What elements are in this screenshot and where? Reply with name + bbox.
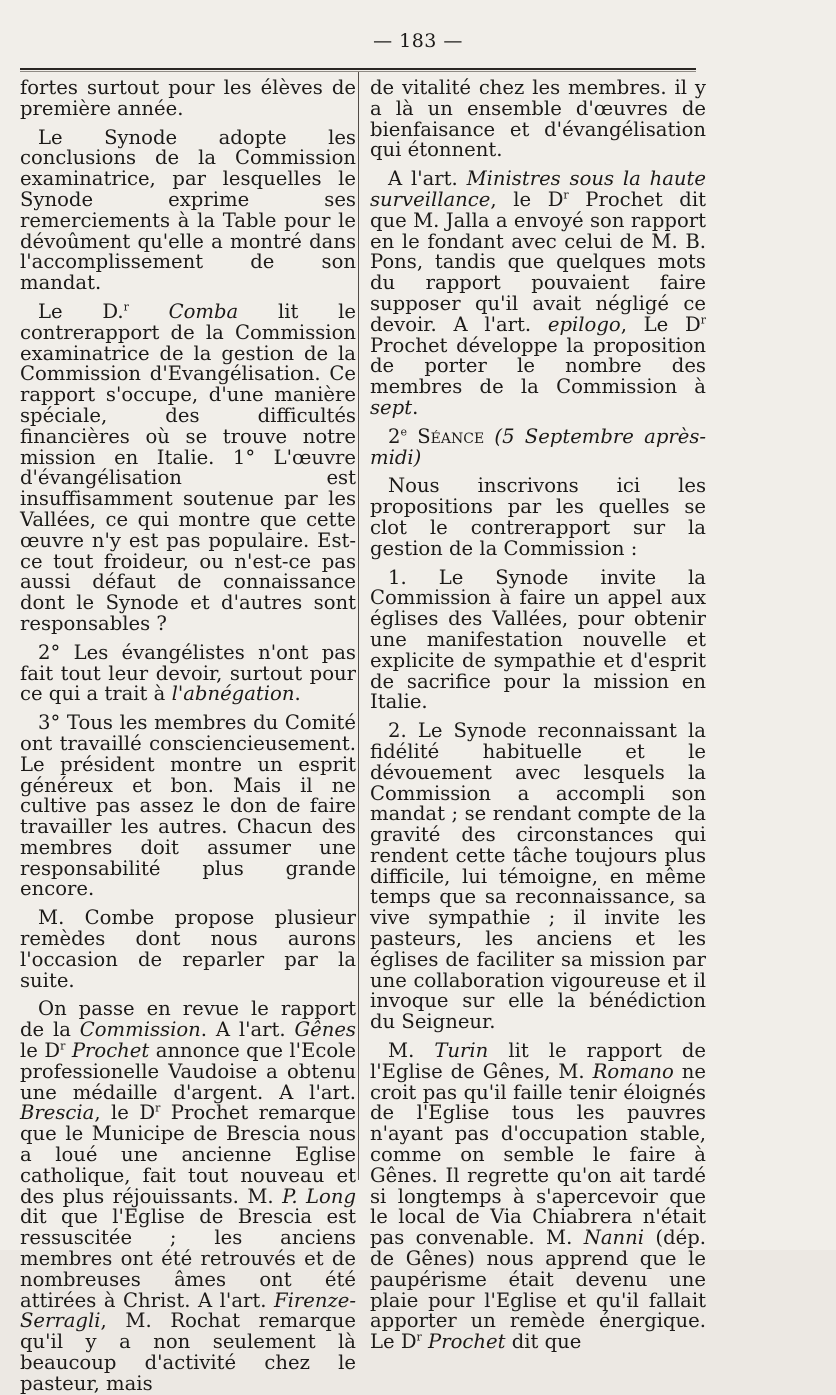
left-paragraph-7-part-c: le D [20, 1039, 61, 1063]
left-paragraph-7-part-h: dit que l'Eglise de Brescia est ressuscitée ; les anciens membres ont été retrouvés et de nombreuses âmes ont été attirées à Christ. A l'art. [20, 1205, 356, 1312]
left-paragraph-3-superscript: r [123, 300, 129, 314]
session-heading [370, 424, 706, 469]
right-paragraph-6-italic-2: Romano [592, 1059, 674, 1083]
right-paragraph-2-part-b: , le D [490, 187, 564, 211]
right-paragraph-2-italic-2: epilogo [547, 312, 621, 336]
left-paragraph-2: Le Synode adopte les conclusions de la Commission examinatrice, par lesquelles le Synode exprime ses remerciements à la Table pour le dévoûment qu'elle a montré dans l'accomplissement de son mandat. [20, 125, 356, 295]
left-paragraph-3-part-c: lit le contrerapport de la Commission examinatrice de la gestion de la Commission d'Evangélisation. Ce rapport s'occupe, d'une manière spéciale, des difficultés financières où se trouve notre mission en Italie. 1° L'œuvre d'évangélisation est insuffisamment soutenue par les Vallées, ce qui montre que cette œuvre n'y est pas populaire. Est-ce tout froideur, ou n'est-ce pas aussi défaut de connaissance dont le Synode et d'autres sont responsables ? [20, 299, 357, 635]
left-paragraph-4-part-b: . [294, 682, 301, 706]
session-heading-superscript: e [400, 425, 407, 439]
right-paragraph-2-part-a: A l'art. [388, 167, 467, 191]
left-paragraph-3 [20, 299, 357, 635]
left-paragraph-7-superscript-2: r [155, 1101, 161, 1115]
right-paragraph-5: 2. Le Synode reconnaissant la fidélité habituelle et le dévouement avec lesquels la Commission a accompli son mandat ; se rendant compte de la gravité des circonstances qui rendent cette tâche toujours plus difficile, lui témoigne, en même temps que sa reconnaissance, sa vive sympathie ; il invite les pasteurs, les anciens et les églises de faciliter sa mission par une collaboration vigoureuse et il invoque sur elle la bénédiction du Seigneur. [370, 719, 706, 1034]
right-paragraph-2-superscript-2: r [700, 313, 706, 327]
right-paragraph-6-superscript: r [416, 1330, 422, 1344]
right-paragraph-6 [370, 1041, 706, 1353]
left-paragraph-3-part-b [129, 300, 169, 323]
session-heading-date: (5 Septembre après-midi) [370, 424, 706, 469]
right-paragraph-6-part-a: M. [388, 1039, 435, 1063]
page-number: — 183 — [373, 30, 463, 52]
left-paragraph-7-italic-3: Prochet [71, 1039, 150, 1063]
column-divider [358, 72, 359, 1180]
left-paragraph-7-italic-4: Brescia [20, 1101, 95, 1125]
left-paragraph-7-part-g: Prochet remarque que le Municipe de Brescia nous a loué une ancienne Eglise catholique, fait tout nouveau et des plus réjouissants. M. [20, 1101, 356, 1208]
right-paragraph-4: 1. Le Synode invite la Commission à faire un appel aux églises des Vallées, pour obtenir une manifestation nouvelle et explicite de sympathie et d'esprit de sacrifice pour la mission en Italie. [370, 565, 706, 714]
left-paragraph-7-part-a: On passe en revue le rapport de la [20, 997, 356, 1042]
left-paragraph-3-part-a: Le D. [38, 299, 124, 323]
right-paragraph-6-italic-4: Prochet [428, 1330, 506, 1354]
left-paragraph-7-superscript-1: r [60, 1039, 66, 1053]
right-paragraph-6-italic-3: Nanni [583, 1226, 645, 1250]
left-paragraph-4 [20, 640, 356, 706]
right-paragraph-2-part-f: . [412, 395, 419, 419]
left-paragraph-4-italic: l'abnégation [171, 682, 295, 706]
left-column [20, 78, 356, 1395]
right-paragraph-2-italic-1: Ministres sous la haute surveillance [370, 167, 706, 211]
left-paragraph-4-part-a: 2° Les évangélistes n'ont pas fait tout leur devoir, surtout pour ce qui a trait à [20, 640, 356, 706]
left-paragraph-7-part-f: , le D [94, 1101, 156, 1125]
right-paragraph-6-part-d: (dép. de Gênes) nous apprend que le paupérisme était devenu une plaie pour l'Eglise et qu'il fallait apporter un remède énergique. Le D [370, 1226, 706, 1354]
right-paragraph-1: de vitalité chez les membres. il y a là un ensemble d'œuvres de bienfaisance et d'évangélisation qui étonnent. [370, 76, 706, 162]
right-paragraph-2-part-e: Prochet développe la proposition de porter le nombre des membres de la Commission à [370, 333, 706, 399]
left-paragraph-3-italic: Comba [168, 299, 239, 323]
left-paragraph-7-part-i: , M. Rochat remarque qu'il y a non seulement là beaucoup d'activité chez le pasteur, mais [20, 1309, 356, 1395]
right-paragraph-2-part-c: Prochet dit que M. Jalla a envoyé son rapport en le fondant avec celui de M. B. Pons, tandis que quelques mots du rapport pouvaient faire supposer qu'il avait négligé ce devoir. A l'art. [370, 187, 706, 336]
right-paragraph-2 [370, 169, 706, 419]
left-paragraph-7-italic-2: Gênes [294, 1018, 356, 1042]
session-heading-word: Séance [417, 424, 485, 448]
right-paragraph-6-part-c: ne croit pas qu'il faille tenir éloignés de l'Eglise tous les pauvres n'ayant pas d'occupation stable, comme on semble le faire à Gênes. Il regrette qu'on ait tardé si longtemps à s'apercevoir que le local de Via Chiabrera n'était pas convenable. M. [370, 1059, 706, 1250]
left-paragraph-7-italic-5: P. Long [282, 1184, 357, 1208]
right-paragraph-6-part-f: dit que [505, 1330, 582, 1354]
session-heading-number: 2 [388, 424, 401, 448]
left-paragraph-7-part-e: annonce que l'Ecole professionelle Vaudoise a obtenu une médaille d'argent. A l'art. [20, 1039, 356, 1104]
left-paragraph-7-part-b: . A l'art. [200, 1018, 295, 1042]
right-paragraph-2-superscript-1: r [563, 188, 569, 202]
left-paragraph-6: M. Combe propose plusieur remèdes dont nous aurons l'occasion de reparler par la suite. [20, 906, 356, 992]
left-paragraph-7-italic-1: Commission [79, 1018, 201, 1042]
left-paragraph-7 [20, 999, 356, 1394]
right-paragraph-3: Nous inscrivons ici les propositions par les quelles se clot le contrerapport sur la gestion de la Commission : [370, 474, 706, 560]
header-rule [20, 68, 696, 70]
right-paragraph-2-italic-3: sept [370, 395, 413, 419]
right-paragraph-6-part-b: lit le rapport de l'Eglise de Gênes, M. [370, 1039, 706, 1083]
left-paragraph-1: fortes surtout pour les élèves de première année. [20, 76, 356, 120]
left-paragraph-7-italic-6: Firenze-Serragli [20, 1288, 356, 1333]
right-column [370, 78, 706, 1353]
left-paragraph-5: 3° Tous les membres du Comité ont travaillé consciencieusement. Le président montre un esprit généreux et bon. Mais il ne cultive pas assez le don de faire travailler les autres. Chacun des membres doit assumer une responsabilité plus grande encore. [20, 711, 356, 901]
right-paragraph-6-italic-1: Turin [434, 1039, 489, 1063]
right-paragraph-2-part-d: , Le D [620, 312, 701, 336]
